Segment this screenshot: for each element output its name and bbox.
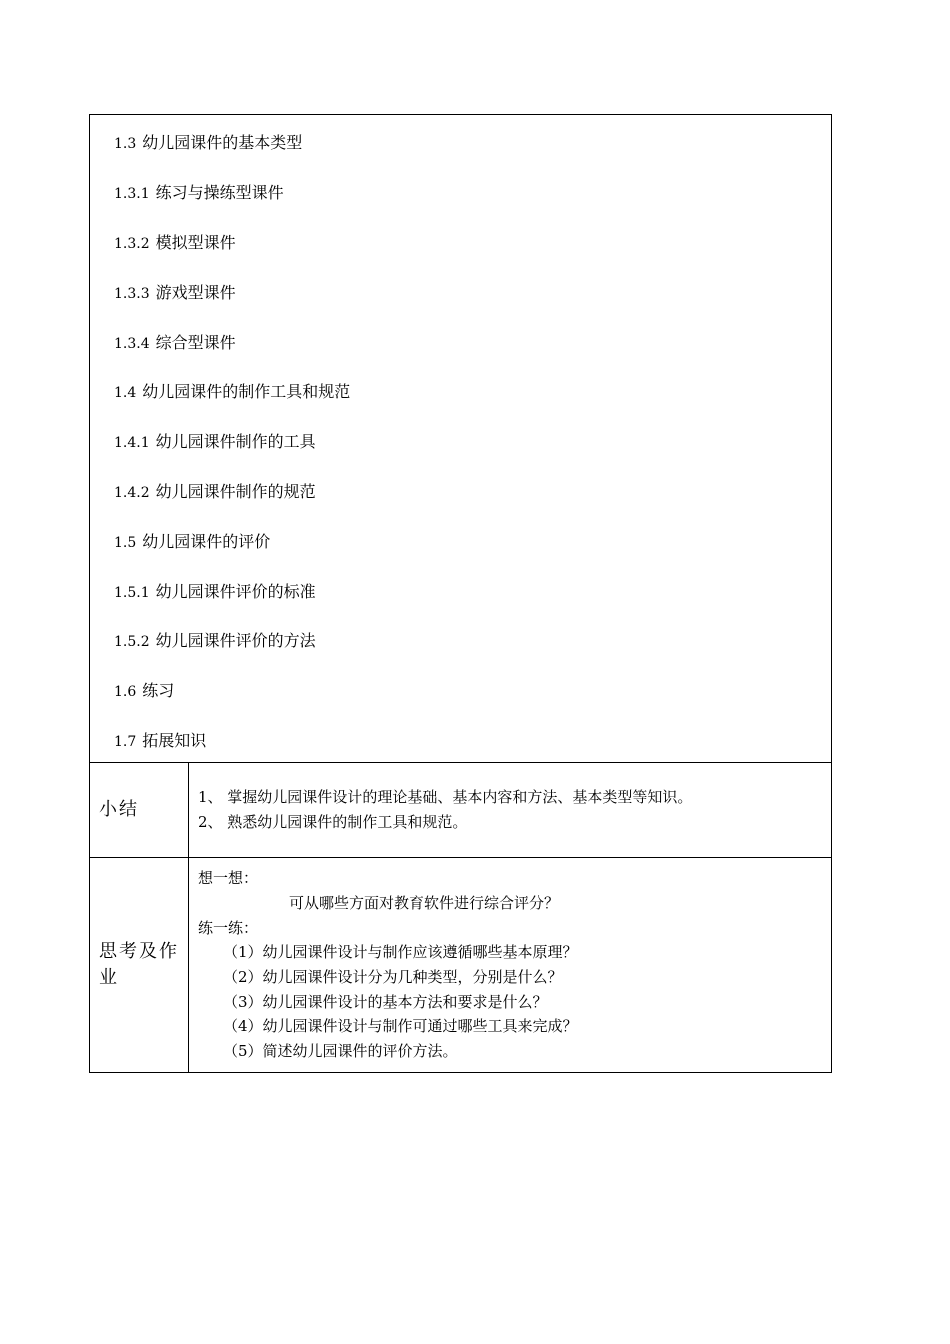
summary-item: 2、 熟悉幼儿园课件的制作工具和规范。 [198,813,468,831]
outline-text: 幼儿园课件制作的工具 [155,432,316,451]
outline-number: 1.4.2 [114,485,150,501]
outline-item [114,431,316,453]
think-question: 可从哪些方面对教育软件进行综合评分？ [289,894,560,912]
practice-item: （5）简述幼儿园课件的评价方法。 [223,1042,458,1060]
outline-number: 1.3 [114,136,137,152]
outline-text: 幼儿园课件的制作工具和规范 [142,382,351,401]
summary-item: 1、 掌握幼儿园课件设计的理论基础、基本内容和方法、基本类型等知识。 [198,788,693,806]
practice-item: （3）幼儿园课件设计的基本方法和要求是什么？ [223,993,548,1011]
outline-text: 练习与操练型课件 [155,183,284,202]
outline-text: 幼儿园课件评价的标准 [155,582,316,601]
outline-item [114,630,316,652]
outline-number: 1.3.4 [114,336,150,352]
outline-section [90,115,831,763]
outline-text: 幼儿园课件制作的规范 [155,482,316,501]
outline-number: 1.5 [114,535,137,551]
outline-item [114,182,284,204]
outline-text: 模拟型课件 [155,233,236,252]
homework-label: 思考及作业 [90,858,189,1072]
outline-number: 1.3.3 [114,286,150,302]
practice-item: （1）幼儿园课件设计与制作应该遵循哪些基本原理？ [223,943,578,961]
outline-item [114,730,206,752]
outline-number: 1.5.1 [114,585,150,601]
outline-text: 练习 [142,681,175,700]
practice-item: （4）幼儿园课件设计与制作可通过哪些工具来完成？ [223,1017,578,1035]
outline-number: 1.3.1 [114,186,150,202]
think-heading: 想一想： [198,869,259,887]
outline-item [114,481,316,503]
outline-text: 游戏型课件 [155,283,236,302]
summary-row [90,763,831,858]
outline-number: 1.5.2 [114,634,150,650]
outline-item [114,332,236,354]
course-table [89,114,832,1073]
outline-item [114,232,236,254]
summary-content [189,763,831,857]
outline-item [114,531,270,553]
outline-text: 幼儿园课件的基本类型 [142,133,303,152]
outline-item [114,132,302,154]
homework-content [189,858,831,1072]
outline-number: 1.3.2 [114,236,150,252]
outline-text: 综合型课件 [155,333,236,352]
outline-item [114,680,174,702]
outline-number: 1.6 [114,684,137,700]
outline-number: 1.7 [114,734,137,750]
outline-item [114,581,316,603]
outline-text: 拓展知识 [142,731,207,750]
outline-item [114,381,350,403]
outline-number: 1.4.1 [114,435,150,451]
summary-label: 小结 [90,763,189,857]
outline-text: 幼儿园课件评价的方法 [155,631,316,650]
outline-text: 幼儿园课件的评价 [142,532,271,551]
practice-item: （2）幼儿园课件设计分为几种类型，分别是什么？ [223,968,563,986]
outline-number: 1.4 [114,385,137,401]
outline-item [114,282,236,304]
practice-heading: 练一练： [198,919,259,937]
homework-row [90,858,831,1072]
